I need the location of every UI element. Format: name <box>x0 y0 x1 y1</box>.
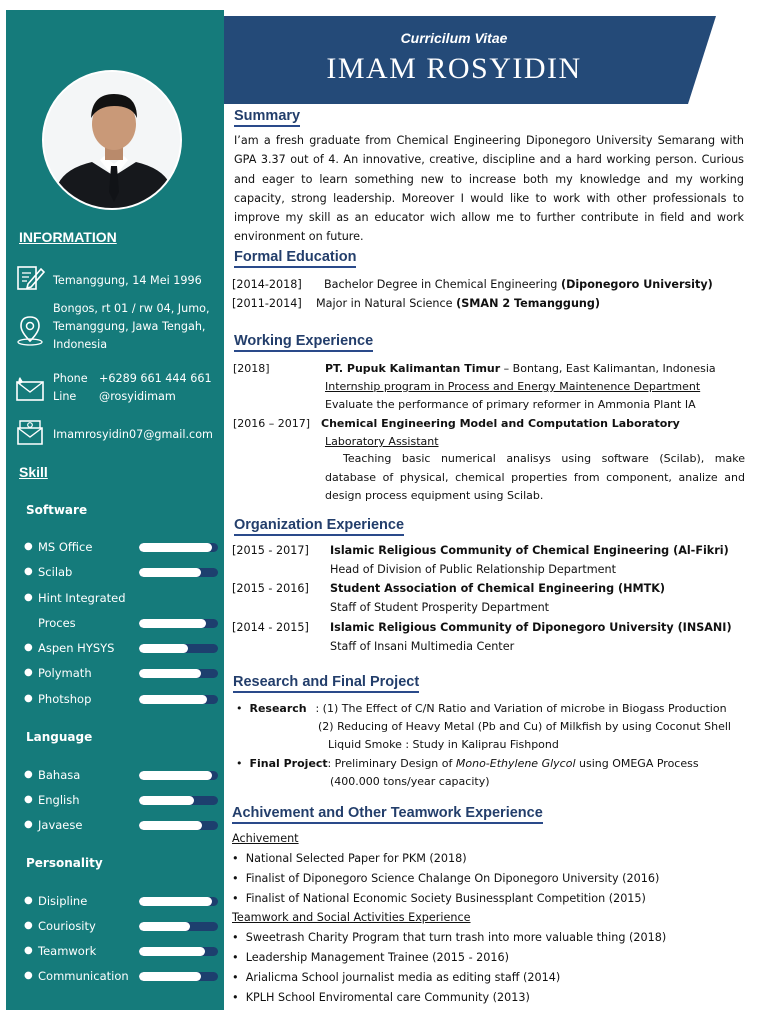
org-name: Islamic Religious Community of Chemical Engineering (Al-Fikri) <box>330 544 729 557</box>
skill-level-fill <box>139 669 201 678</box>
bullet-icon: • <box>232 872 246 885</box>
list-item-text: National Selected Paper for PKM (2018) <box>245 852 467 865</box>
list-item <box>232 889 646 908</box>
skill-item <box>24 639 219 659</box>
skill-heading: Skill <box>19 464 48 480</box>
final-project-label: Final Project <box>249 757 328 770</box>
skill-item <box>24 690 219 710</box>
skill-level-bar <box>139 695 218 704</box>
skill-level-bar <box>139 543 218 552</box>
research-label: Research <box>249 702 307 715</box>
bullet-icon: ● <box>24 641 33 653</box>
skill-level-bar <box>139 897 218 906</box>
list-item <box>232 869 659 888</box>
language-heading: Language <box>26 730 93 744</box>
work-company: Chemical Engineering Model and Computation Laboratory <box>321 417 680 430</box>
skill-level-fill <box>139 644 188 653</box>
skill-level-fill <box>139 619 206 628</box>
skill-item <box>24 791 219 811</box>
education-item <box>232 275 713 294</box>
org-role: Head of Division of Public Relationship Department <box>330 563 616 576</box>
phone-label: Phone <box>53 372 88 385</box>
org-name: Islamic Religious Community of Diponegoro University (INSANI) <box>330 621 732 634</box>
envelope-icon <box>14 416 46 448</box>
research-item-2b: Liquid Smoke : Study in Kaliprau Fishpond <box>328 738 559 751</box>
research-item-2a: (2) Reducing of Heavy Metal (Pb and Cu) of Milkfish by using Coconut Shell <box>318 720 731 733</box>
skill-level-fill <box>139 972 201 981</box>
final-project-post: using OMEGA Process <box>575 757 699 770</box>
bullet-icon: ● <box>24 667 33 679</box>
person-photo-icon <box>44 72 182 210</box>
skill-item <box>24 816 219 836</box>
list-item-text: Sweetrash Charity Program that turn trash into more valuable thing (2018) <box>245 931 667 944</box>
skill-name: English <box>38 793 80 807</box>
bullet-icon: ● <box>24 692 33 704</box>
candidate-name: IMAM ROSYIDIN <box>326 52 582 85</box>
skill-name: Proces <box>38 615 76 630</box>
skill-level-bar <box>139 568 218 577</box>
list-item-text: Finalist of National Economic Society Businessplant Competition (2015) <box>245 892 646 905</box>
skill-level-bar <box>139 669 218 678</box>
education-school: (SMAN 2 Temanggung) <box>456 297 600 310</box>
bullet-icon: • <box>232 852 246 865</box>
list-item <box>232 968 560 987</box>
org-period: [2014 - 2015] <box>232 621 309 634</box>
info-email <box>14 416 219 450</box>
work-period: [2016 – 2017] <box>233 417 311 430</box>
skill-name: Aspen HYSYS <box>38 640 115 655</box>
bullet-icon: • <box>232 991 246 1004</box>
birth-text: Temanggung, 14 Mei 1996 <box>53 274 202 287</box>
work-desc: Evaluate the performance of primary reformer in Ammonia Plant IA <box>325 398 696 411</box>
skill-item <box>24 563 219 583</box>
achievement-subheading: Achivement <box>232 832 299 845</box>
bullet-icon: ● <box>24 541 33 552</box>
pencil-paper-icon <box>14 262 46 294</box>
bullet-icon: ● <box>24 769 33 780</box>
bullet-icon: ● <box>24 920 33 931</box>
education-item <box>232 294 600 313</box>
org-role: Staff of Insani Multimedia Center <box>330 640 515 653</box>
skill-level-bar <box>139 972 218 981</box>
bullet-icon: • <box>232 931 246 944</box>
profile-photo <box>42 70 182 210</box>
location-pin-icon <box>14 314 46 346</box>
education-period: [2014-2018] <box>232 278 302 291</box>
skill-name: Javaese <box>38 818 83 832</box>
skill-level-bar <box>139 644 218 653</box>
info-contact <box>14 370 219 410</box>
skill-level-bar <box>139 796 218 805</box>
list-item <box>232 928 666 947</box>
email-text: Imamrosyidin07@gmail.com <box>53 428 213 441</box>
line-value: @rosyidimam <box>99 390 176 403</box>
bullet-icon: ● <box>24 794 33 805</box>
skill-name: Teamwork <box>38 944 97 958</box>
research-line: • Research : (1) The Effect of C/N Ratio and Variation of microbe in Biogass Production <box>236 699 727 718</box>
bullet-icon: ● <box>24 591 33 603</box>
org-period: [2015 - 2016] <box>232 582 309 595</box>
bullet-icon: ● <box>24 566 33 578</box>
skill-name: Communication <box>38 969 129 983</box>
skill-item <box>24 664 219 684</box>
skill-level-fill <box>139 821 202 830</box>
skill-name: Couriosity <box>38 919 96 933</box>
work-role: Internship program in Process and Energy Maintenence Department <box>325 380 701 393</box>
bullet-icon: • <box>232 971 246 984</box>
summary-heading: Summary <box>234 108 300 127</box>
skill-level-bar <box>139 947 218 956</box>
skill-item-continued <box>24 614 219 634</box>
skill-level-bar <box>139 821 218 830</box>
skill-item <box>24 942 219 962</box>
address-text: Bongos, rt 01 / rw 04, Jumo, Temanggung, Jawa Tengah, Indonesia <box>53 302 210 351</box>
skill-name: Photshop <box>38 691 92 706</box>
work-role: Laboratory Assistant <box>325 435 439 448</box>
phone-icon <box>14 374 46 406</box>
bullet-icon: • <box>232 951 246 964</box>
list-item-text: Leadership Management Trainee (2015 - 2016) <box>245 951 509 964</box>
bullet-icon: ● <box>24 945 33 956</box>
work-heading: Working Experience <box>234 333 373 352</box>
work-location: – Bontang, East Kalimantan, Indonesia <box>500 362 716 375</box>
info-birth <box>14 262 219 296</box>
list-item-text: KPLH School Enviromental care Community (2013) <box>245 991 530 1004</box>
teamwork-subheading: Teamwork and Social Activities Experience <box>232 911 471 924</box>
bullet-icon: ● <box>24 895 33 906</box>
skill-item <box>24 967 219 987</box>
skill-level-bar <box>139 771 218 780</box>
education-heading: Formal Education <box>234 249 356 268</box>
skill-item <box>24 917 219 937</box>
skill-item <box>24 589 219 609</box>
skill-name: Hint Integrated <box>38 590 126 605</box>
list-item <box>232 849 467 868</box>
final-project-capacity: (400.000 tons/year capacity) <box>330 775 490 788</box>
research-item-1: : (1) The Effect of C/N Ratio and Variation of microbe in Biogass Production <box>315 702 727 715</box>
list-item <box>232 988 530 1007</box>
education-degree: Major in Natural Science <box>316 297 453 310</box>
sidebar <box>6 10 224 1010</box>
bullet-icon: ● <box>24 819 33 830</box>
org-role: Staff of Student Prosperity Department <box>330 601 550 614</box>
skill-level-fill <box>139 922 190 931</box>
skill-level-fill <box>139 568 201 577</box>
org-name: Student Association of Chemical Engineering (HMTK) <box>330 582 666 595</box>
skill-item <box>24 538 219 558</box>
education-school: (Diponegoro University) <box>560 278 713 291</box>
software-heading: Software <box>26 503 88 517</box>
skill-level-fill <box>139 771 212 780</box>
skill-name: MS Office <box>38 540 93 554</box>
education-period: [2011-2014] <box>232 297 302 310</box>
list-item-text: Finalist of Diponegoro Science Chalange On Diponegoro University (2016) <box>245 872 660 885</box>
skill-name: Scilab <box>38 565 73 580</box>
final-project-italic: Mono-Ethylene Glycol <box>455 757 576 770</box>
skill-level-fill <box>139 796 194 805</box>
list-item-text: Arialicma School journalist media as editing staff (2014) <box>245 971 561 984</box>
skill-level-fill <box>139 897 212 906</box>
education-degree: Bachelor Degree in Chemical Engineering <box>324 278 558 291</box>
work-company: PT. Pupuk Kalimantan Timur <box>325 362 501 375</box>
final-project-pre: : Preliminary Design of <box>327 757 456 770</box>
bullet-icon: • <box>232 892 246 905</box>
skill-level-fill <box>139 543 212 552</box>
phone-value: +6289 661 444 661 <box>99 372 212 385</box>
skill-name: Polymath <box>38 666 92 681</box>
summary-text: I’am a fresh graduate from Chemical Engineering Diponegoro University Semarang with GPA 3.37 out of 4. An innovative, creative, discipline and a hard working person. Curious and eager to learn something new to increase both my knowledge and my working capacity, strong leadership. Moreover I would like to work with other professionals to improve my skill as an educator wich allow me to further contribute in field and work environment on future. <box>234 134 744 244</box>
information-heading: INFORMATION <box>19 229 117 245</box>
cv-subtitle: Curricilum Vitae <box>400 30 508 46</box>
bullet-icon: ● <box>24 970 33 981</box>
achievement-heading: Achivement and Other Teamwork Experience <box>232 805 543 824</box>
skill-level-bar <box>139 619 218 628</box>
skill-level-fill <box>139 947 205 956</box>
skill-name: Bahasa <box>38 768 81 782</box>
work-company-line <box>325 359 716 378</box>
personality-heading: Personality <box>26 856 103 870</box>
skill-item <box>24 766 219 786</box>
skill-item <box>24 892 219 912</box>
org-period: [2015 - 2017] <box>232 544 309 557</box>
list-item <box>232 948 509 967</box>
info-address <box>14 300 219 356</box>
skill-level-bar <box>139 922 218 931</box>
line-label: Line <box>53 390 77 403</box>
work-period: [2018] <box>233 362 270 375</box>
skill-level-fill <box>139 695 207 704</box>
work-desc: Teaching basic numerical analisys using software (Scilab), make database of physical, chemical properties from component, analize and design process equipment using Scilab. <box>325 452 745 502</box>
final-project-line: • Final Project: Preliminary Design of Mono-Ethylene Glycol using OMEGA Process <box>236 754 699 773</box>
organization-heading: Organization Experience <box>234 517 404 536</box>
skill-name: Disipline <box>38 894 88 908</box>
research-heading: Research and Final Project <box>233 674 419 693</box>
